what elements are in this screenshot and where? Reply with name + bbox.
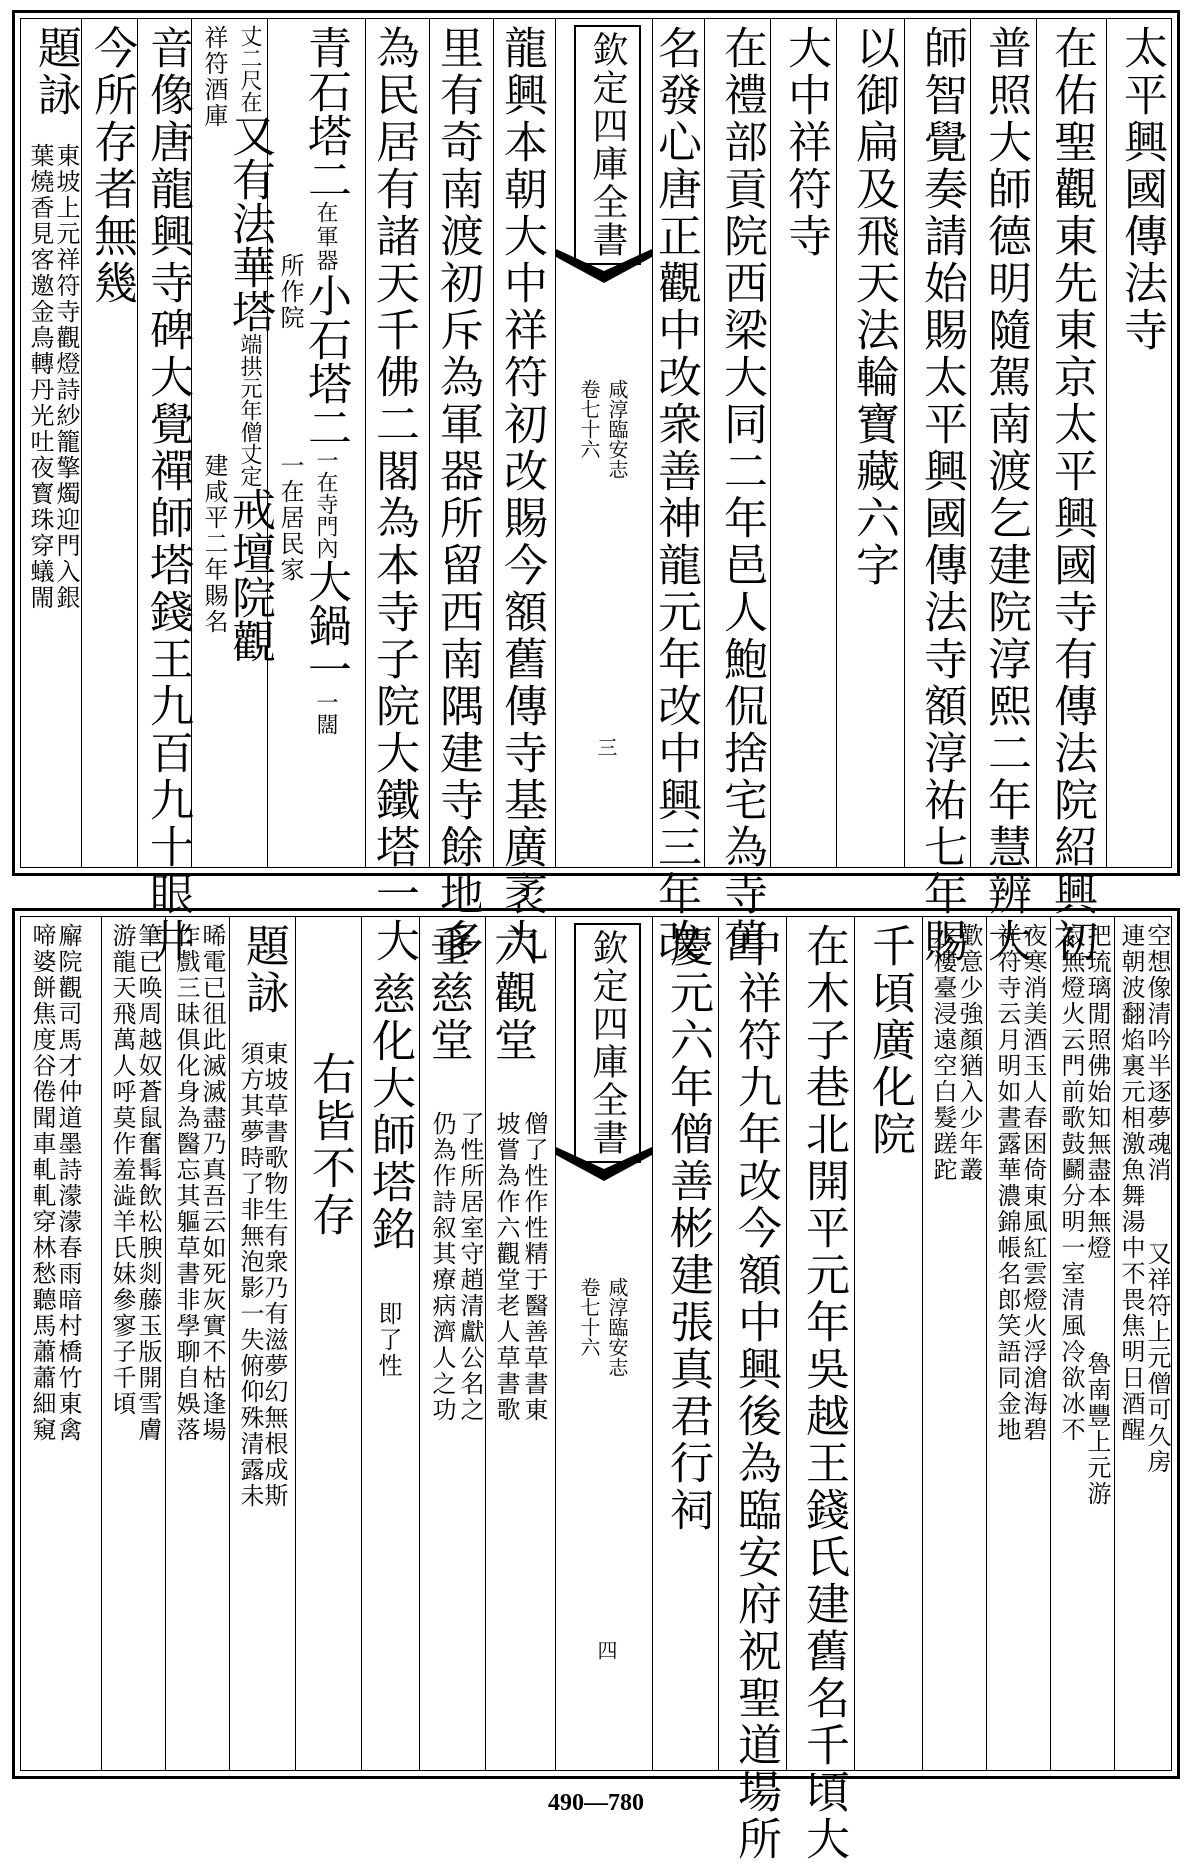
column-rule [1050, 917, 1051, 1770]
column-rule [429, 19, 430, 867]
heading-column: 慈化大師塔銘 [364, 971, 415, 1253]
column-rule [295, 917, 296, 1770]
column-rule [904, 19, 905, 867]
annotation-column: 祥符寺云月明如晝露華濃錦帳名郎笑語同金地 [993, 923, 1021, 1443]
book-title: 咸淳臨安志 [605, 379, 629, 479]
column-rule [922, 917, 923, 1770]
text-run: 小石塔二 [300, 273, 351, 449]
annotation-column: 了性所居室守趙清獻公名之 [456, 1111, 484, 1423]
column-rule [419, 917, 420, 1770]
text-column: 音像唐龍興寺碑大覺禪師塔錢王九百九十眼井 [142, 25, 193, 965]
annotation-column: 又祥符上元僧可久房 [1143, 1241, 1171, 1475]
fold-spine [555, 19, 653, 867]
text-column: 在佑聖觀東先東京太平興國寺有傳法院紹興初 [1046, 25, 1097, 965]
text-run: 戒壇院觀 [224, 487, 275, 663]
page-number: 三 [594, 737, 618, 757]
column-rule [854, 917, 855, 1770]
column-rule [493, 19, 494, 867]
annotation-column: 即了性 [374, 1301, 402, 1379]
annotation-column: 須方其夢時了非無泡影一失俯仰殊清露未 [236, 1041, 264, 1509]
annotation-column: 東坡草書歌物生有衆乃有滋夢幻無根成斯 [260, 1041, 288, 1509]
annotation-column: 廨院觀司馬才仲道墨詩濛濛春雨暗村橋竹東禽 [54, 923, 82, 1443]
text-column: 以御扁及飛天法輪寶藏六字 [848, 25, 899, 589]
annotation-column: 把琉璃閒照佛始知無盡本無燈 [1083, 923, 1111, 1261]
heading-column: 大中祥符寺 [780, 25, 831, 260]
text-column: 慶元六年僧善彬建張真君行祠 [662, 923, 713, 1534]
annotation: 在軍器 [313, 201, 338, 273]
text-run: 青石塔二 [300, 25, 351, 201]
column-rule [81, 19, 82, 867]
annotation-column: 魯南豐上元游 [1083, 1351, 1111, 1507]
text-column-mixed [300, 25, 351, 861]
text-column: 里有奇南渡初斥為軍器所留西南隅建寺餘地多 [432, 25, 483, 965]
annotation-column: 水樓臺浸遠空白髮蹉跎 [929, 923, 957, 1183]
column-rule [361, 917, 362, 1770]
column-rule [704, 19, 705, 867]
annotation-column: 空想像清吟半逐夢魂消 [1143, 923, 1171, 1183]
text-column: 在木子巷北開平元年吳越王錢氏建舊名千頃大 [798, 923, 849, 1863]
annotation-column: 僧了性作性精于醫善草書東 [520, 1111, 548, 1423]
page-number: 四 [594, 1640, 618, 1660]
column-rule [786, 917, 787, 1770]
heading-column: 右皆不存 [304, 1051, 355, 1239]
heading-column: 六觀堂 [486, 923, 537, 1064]
text-column: 普照大師德明隨駕南渡乞建院淳熙二年慧辨大 [980, 25, 1031, 965]
annotation-column: 筆已唤周越奴蒼鼠奮髯飲松腴剡藤玉版開雪膚 [134, 923, 162, 1443]
annotation-column: 仍為作詩叙其療病濟人之功 [428, 1111, 456, 1423]
text-column: 為民居有諸天千佛二閣為本寺子院大鐵塔一大 [368, 25, 419, 965]
heading-column: 垂慈堂 [422, 923, 473, 1064]
annotation: 一在寺門內 [313, 449, 338, 559]
volume-number: 卷七十六 [577, 379, 601, 459]
annotation-column: 葉燒香見客邀金鳥轉丹光吐夜寳珠穿蟻閙 [26, 143, 54, 611]
column-rule [1036, 19, 1037, 867]
annotation-column: 連朝波翻焰裏元相激魚舞湯中不畏焦明日酒醒 [1117, 923, 1145, 1443]
page-footer-number: 490—780 [548, 1790, 644, 1816]
text-column-mixed [224, 25, 275, 861]
text-run: 又有法華塔 [224, 113, 275, 333]
collection-title: 欽定四庫全書 [574, 25, 641, 265]
column-rule [770, 19, 771, 867]
text-run: 大鍋一 [300, 559, 351, 691]
column-rule [986, 917, 987, 1770]
heading-column: 題詠 [30, 25, 81, 119]
page-panel-top [12, 10, 1180, 965]
annotation-column: 啼婆餅焦度谷倦聞車軋軋穿林愁聽馬蕭蕭細窺 [28, 923, 56, 1443]
column-rule [365, 19, 366, 867]
annotation-column: 夜寒消美酒玉人春困倚東風紅雲燈火浮滄海碧 [1019, 923, 1047, 1443]
fish-tail-ornament [556, 1147, 652, 1187]
column-rule [970, 19, 971, 867]
column-rule [229, 917, 230, 1770]
annotation: 端拱元年僧丈定 [237, 333, 262, 487]
annotation-column: 建咸平二年賜名 [200, 453, 228, 635]
annotation-column: 坡嘗為作六觀堂老人草書歌 [492, 1111, 520, 1423]
heading-column: 千頃廣化院 [864, 923, 915, 1158]
column-rule [101, 917, 102, 1770]
annotation-column: 所作院 [276, 253, 304, 331]
heading-column: 題詠 [238, 923, 289, 1017]
annotation-column: 晞電已徂此滅滅盡乃真吾云如死灰實不枯逢場 [198, 923, 226, 1443]
annotation-column: 歡意少強顏猶入少年叢 [955, 923, 983, 1183]
column-rule [137, 19, 138, 867]
annotation-column: 一在居民家 [276, 453, 304, 583]
column-rule [485, 917, 486, 1770]
text-column: 師智覺奏請始賜太平興國傳法寺額淳祐七年賜 [916, 25, 967, 965]
volume-number: 卷七十六 [577, 1277, 601, 1357]
heading-column: 太平興國傳法寺 [1116, 25, 1167, 354]
fold-spine [555, 917, 653, 1770]
text-column: 在禮部貢院西梁大同二年邑人鮑侃捨宅為寺舊 [716, 25, 767, 965]
annotation-column: 寂無燈火云門前歌鼓鬬分明一室清風冷欲冰不 [1057, 923, 1085, 1443]
text-column: 名發心唐正觀中改衆善神龍元年改中興三年改 [650, 25, 701, 965]
annotation-column: 作戲三昧俱化身為醫忘其軀草書非學聊自娛落 [172, 923, 200, 1443]
collection-title: 欽定四庫全書 [574, 923, 641, 1163]
annotation-column: 祥符酒庫 [200, 25, 228, 129]
column-rule [836, 19, 837, 867]
annotation-column: 游龍天飛萬人呼莫作羞澁羊氏妹參寥子千頃 [108, 923, 136, 1417]
text-column: 龍興本朝大中祥符初改賜今額舊傳寺基廣袤九 [496, 25, 547, 965]
column-rule [1106, 19, 1107, 867]
column-rule [165, 917, 166, 1770]
text-column: 中祥符九年改今額中興後為臨安府祝聖道場所 [730, 923, 781, 1863]
column-rule [1114, 917, 1115, 1770]
column-rule [718, 917, 719, 1770]
annotation: 丈二尺在 [237, 25, 262, 113]
book-title: 咸淳臨安志 [605, 1277, 629, 1377]
annotation: 一闊 [313, 691, 338, 735]
text-column: 今所存者無幾 [86, 25, 137, 307]
annotation-column: 東坡上元祥符寺觀燈詩紗籠擎燭迎門入銀 [52, 143, 80, 611]
fish-tail-ornament [556, 249, 652, 289]
